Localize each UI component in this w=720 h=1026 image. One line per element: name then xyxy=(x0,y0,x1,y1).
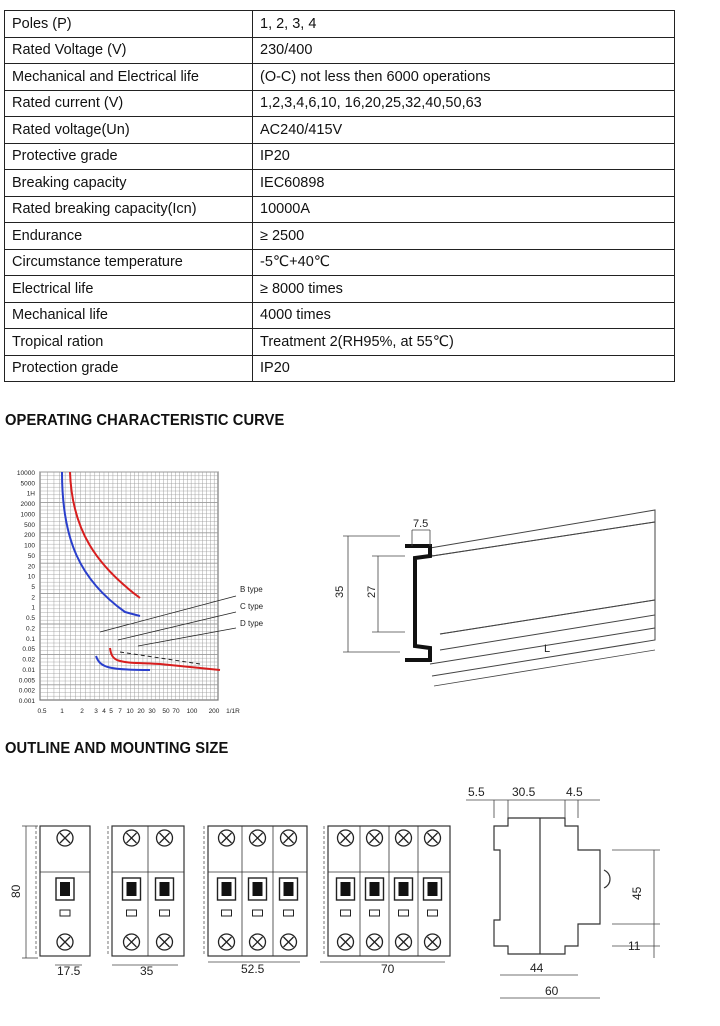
terminal-screw-cross xyxy=(222,937,232,947)
width-dim-2: 35 xyxy=(140,964,154,978)
y-tick-label: 1H xyxy=(26,490,35,498)
side-dim-60: 60 xyxy=(545,984,559,998)
y-tick-label: 2000 xyxy=(20,501,35,509)
spec-value: 1, 2, 3, 4 xyxy=(253,11,675,38)
indicator-window xyxy=(341,910,351,916)
terminal-screw-cross xyxy=(222,833,232,843)
spec-label: Rated voltage(Un) xyxy=(5,117,253,144)
spec-row xyxy=(5,90,675,117)
x-tick-label: 10 xyxy=(126,708,134,715)
y-tick-label: 20 xyxy=(27,563,35,571)
y-tick-label: 5 xyxy=(31,584,35,591)
width-dim-3: 52.5 xyxy=(241,962,265,976)
rail-length-dim: L xyxy=(544,643,551,655)
spec-value: (O-C) not less then 6000 operations xyxy=(253,64,675,91)
toggle-handle xyxy=(399,882,409,896)
spec-value: 4000 times xyxy=(253,302,675,329)
y-tick-label: 10000 xyxy=(16,470,35,477)
toggle-handle xyxy=(127,882,137,896)
spec-label: Mechanical and Electrical life xyxy=(5,64,253,91)
x-tick-label: 1 xyxy=(60,708,64,715)
x-tick-label: 30 xyxy=(148,708,156,715)
x-tick-label: 200 xyxy=(208,708,220,715)
y-tick-label: 500 xyxy=(24,521,35,529)
spec-row xyxy=(5,11,675,38)
terminal-screw-cross xyxy=(370,937,380,947)
spec-table xyxy=(4,10,675,382)
y-tick-label: 0.1 xyxy=(25,635,35,643)
x-tick-label: 1/1R xyxy=(226,708,240,715)
y-tick-label: 100 xyxy=(24,542,35,550)
indicator-window xyxy=(160,910,170,916)
terminal-screw-cross xyxy=(370,833,380,843)
side-dim-4-5: 4.5 xyxy=(566,785,583,799)
curve-section-title: OPERATING CHARACTERISTIC CURVE xyxy=(5,412,285,429)
terminal-screw-cross xyxy=(341,937,351,947)
rail-top-dim: 7.5 xyxy=(413,518,429,530)
terminal-screw-cross xyxy=(253,937,263,947)
spec-label: Electrical life xyxy=(5,276,253,303)
y-tick-label: 1000 xyxy=(20,511,35,519)
spec-value: ≥ 2500 xyxy=(253,223,675,250)
x-tick-label: 2 xyxy=(80,708,84,715)
spec-label: Protective grade xyxy=(5,143,253,170)
indicator-window xyxy=(399,910,409,916)
spec-label: Rated Voltage (V) xyxy=(5,37,253,64)
rail-inner-height-dim: 27 xyxy=(366,585,378,598)
spec-value: 10000A xyxy=(253,196,675,223)
spec-value: Treatment 2(RH95%, at 55℃) xyxy=(253,329,675,356)
y-tick-label: 50 xyxy=(27,552,35,560)
y-tick-label: 1 xyxy=(31,604,35,612)
spec-label: Mechanical life xyxy=(5,302,253,329)
spec-label: Protection grade xyxy=(5,355,253,382)
spec-row xyxy=(5,117,675,144)
indicator-window xyxy=(60,910,70,916)
terminal-screw-cross xyxy=(160,937,170,947)
x-tick-label: 7 xyxy=(118,708,122,715)
height-dim-80: 80 xyxy=(9,884,23,898)
spec-row xyxy=(5,302,675,329)
spec-value: -5℃+40℃ xyxy=(253,249,675,276)
indicator-window xyxy=(127,910,137,916)
width-dim-4: 70 xyxy=(381,962,395,976)
indicator-window xyxy=(222,910,232,916)
spec-value: AC240/415V xyxy=(253,117,675,144)
spec-value: IEC60898 xyxy=(253,170,675,197)
terminal-screw-cross xyxy=(399,937,409,947)
toggle-handle xyxy=(253,882,263,896)
x-tick-label: 70 xyxy=(172,708,180,715)
din-rail-drawing xyxy=(0,500,720,700)
terminal-screw-cross xyxy=(253,833,263,843)
spec-row xyxy=(5,37,675,64)
y-tick-label: 0.001 xyxy=(18,698,35,705)
spec-label: Tropical ration xyxy=(5,329,253,356)
spec-label: Endurance xyxy=(5,223,253,250)
legend-label: B type xyxy=(240,585,263,594)
x-tick-label: 0.5 xyxy=(37,708,47,715)
toggle-handle xyxy=(284,882,294,896)
toggle-handle xyxy=(60,882,70,896)
indicator-window xyxy=(428,910,438,916)
rail-outer-height-dim: 35 xyxy=(334,585,346,598)
side-dim-45: 45 xyxy=(630,886,644,900)
y-tick-label: 10 xyxy=(27,573,35,581)
terminal-screw-cross xyxy=(160,833,170,843)
terminal-screw-cross xyxy=(399,833,409,843)
terminal-screw-cross xyxy=(284,833,294,843)
spec-row xyxy=(5,276,675,303)
spec-row xyxy=(5,170,675,197)
spec-value: 1,2,3,4,6,10, 16,20,25,32,40,50,63 xyxy=(253,90,675,117)
y-tick-label: 0.002 xyxy=(18,687,35,695)
x-tick-label: 100 xyxy=(186,708,198,715)
terminal-screw-cross xyxy=(127,833,137,843)
x-tick-label: 20 xyxy=(137,708,145,715)
spec-label: Circumstance temperature xyxy=(5,249,253,276)
terminal-screw-cross xyxy=(60,937,70,947)
spec-label: Poles (P) xyxy=(5,11,253,38)
indicator-window xyxy=(370,910,380,916)
y-tick-label: 0.01 xyxy=(22,666,35,674)
side-dim-30-5: 30.5 xyxy=(512,785,536,799)
spec-label: Rated breaking capacity(Icn) xyxy=(5,196,253,223)
toggle-handle xyxy=(222,882,232,896)
terminal-screw-cross xyxy=(428,937,438,947)
spec-row xyxy=(5,249,675,276)
indicator-window xyxy=(284,910,294,916)
spec-value: 230/400 xyxy=(253,37,675,64)
spec-value: IP20 xyxy=(253,143,675,170)
terminal-screw-cross xyxy=(60,833,70,843)
spec-row xyxy=(5,223,675,250)
toggle-handle xyxy=(160,882,170,896)
spec-value: ≥ 8000 times xyxy=(253,276,675,303)
outline-section-title: OUTLINE AND MOUNTING SIZE xyxy=(5,740,229,757)
y-tick-label: 0.2 xyxy=(25,625,35,633)
x-tick-label: 4 xyxy=(102,708,106,715)
legend-label: D type xyxy=(240,619,264,628)
indicator-window xyxy=(253,910,263,916)
y-tick-label: 5000 xyxy=(20,480,35,488)
y-tick-label: 0.05 xyxy=(22,646,35,654)
toggle-handle xyxy=(370,882,380,896)
spec-value: IP20 xyxy=(253,355,675,382)
x-tick-label: 5 xyxy=(109,708,113,715)
y-tick-label: 0.005 xyxy=(18,677,35,685)
spec-label: Breaking capacity xyxy=(5,170,253,197)
y-tick-label: 200 xyxy=(24,532,35,540)
spec-row xyxy=(5,196,675,223)
spec-row xyxy=(5,64,675,91)
outline-drawing xyxy=(0,780,720,1010)
legend-label: C type xyxy=(240,602,264,611)
toggle-handle xyxy=(428,882,438,896)
toggle-handle xyxy=(341,882,351,896)
side-dim-5-5: 5.5 xyxy=(468,785,485,799)
terminal-screw-cross xyxy=(127,937,137,947)
spec-row xyxy=(5,143,675,170)
side-dim-44: 44 xyxy=(530,961,544,975)
y-tick-label: 0.02 xyxy=(22,656,35,664)
spec-row xyxy=(5,355,675,382)
y-tick-label: 0.5 xyxy=(25,615,35,623)
width-dim-1: 17.5 xyxy=(57,964,81,978)
spec-label: Rated current (V) xyxy=(5,90,253,117)
x-tick-label: 3 xyxy=(94,708,98,715)
x-tick-label: 50 xyxy=(162,708,170,715)
y-tick-label: 2 xyxy=(31,594,35,602)
terminal-screw-cross xyxy=(284,937,294,947)
terminal-screw-cross xyxy=(428,833,438,843)
spec-row xyxy=(5,329,675,356)
terminal-screw-cross xyxy=(341,833,351,843)
side-dim-11: 11 xyxy=(628,939,641,953)
